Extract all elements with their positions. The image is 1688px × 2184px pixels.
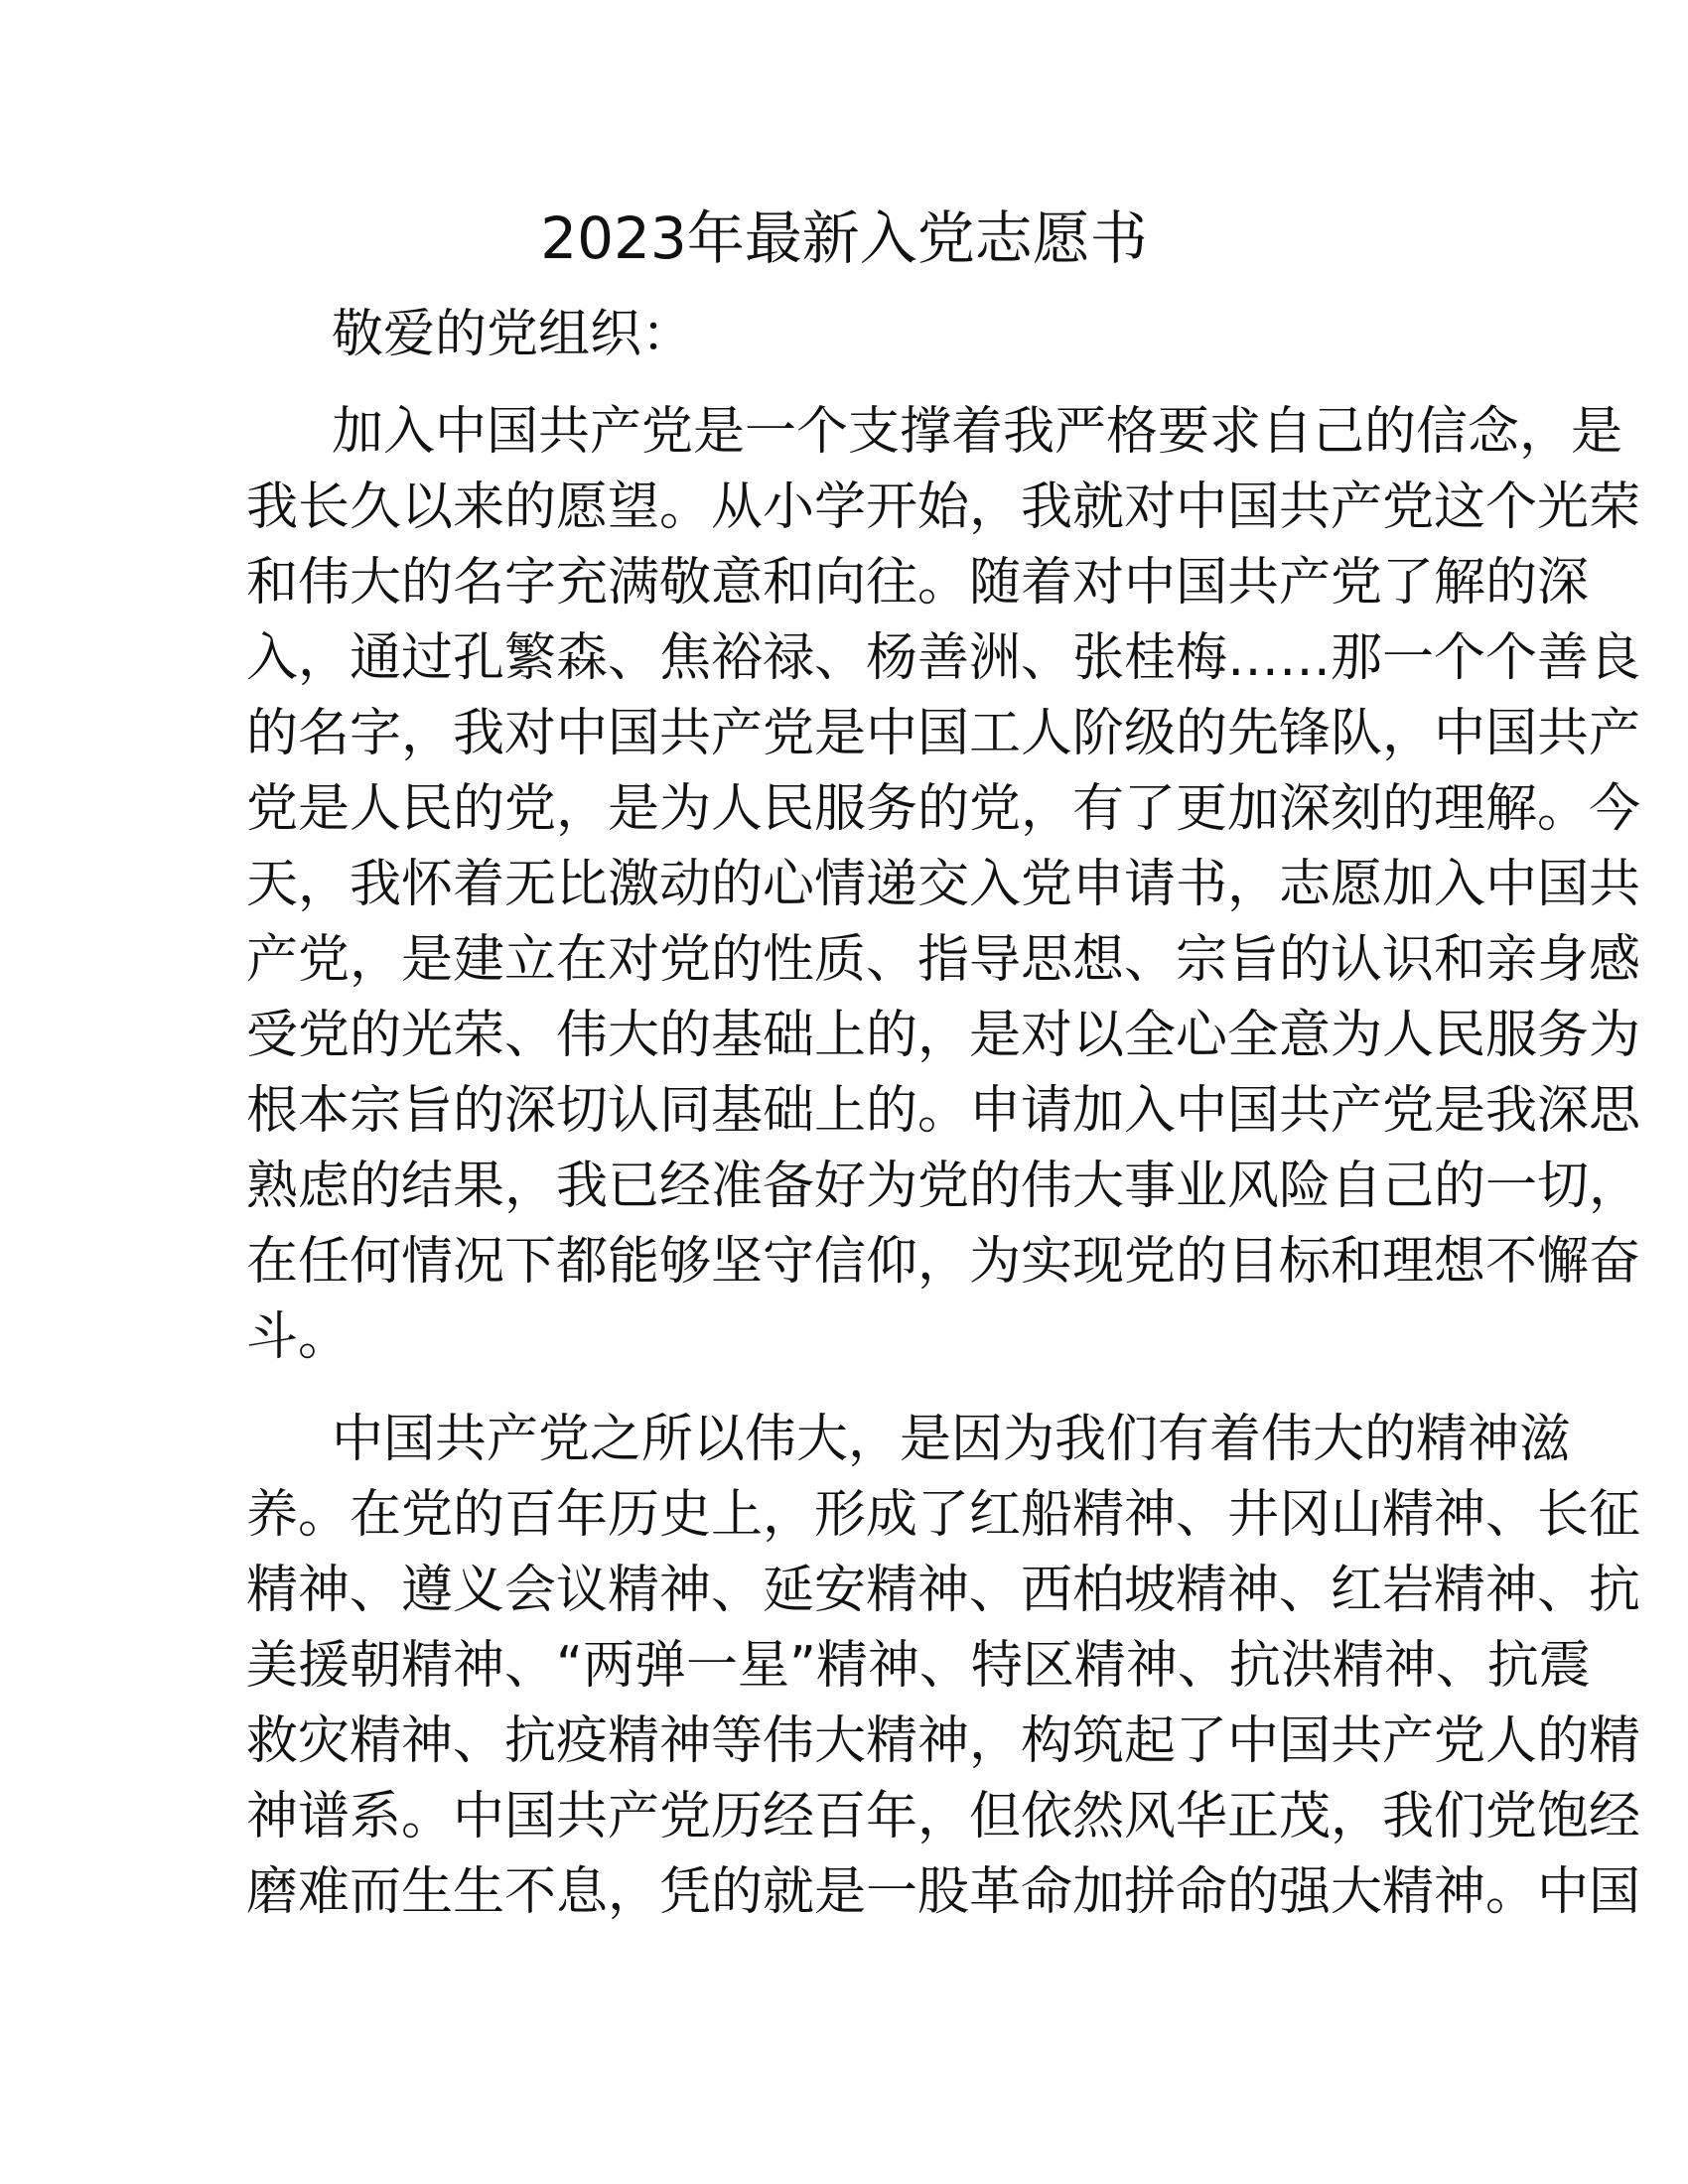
- paragraph-line: 加入中国共产党是一个支撑着我严格要求自己的信念，是: [332, 402, 1623, 462]
- paragraph-line: 产党，是建立在对党的性质、指导思想、宗旨的认识和亲身感: [246, 930, 1641, 990]
- paragraph-line: 熟虑的结果，我已经准备好为党的伟大事业风险自己的一切，: [246, 1157, 1641, 1216]
- paragraph-line: 党是人民的党，是为人民服务的党，有了更加深刻的理解。今: [246, 779, 1641, 839]
- paragraph-line: 精神、遵义会议精神、延安精神、西柏坡精神、红岩精神、抗: [246, 1561, 1641, 1620]
- paragraph-1: [246, 394, 1641, 1375]
- paragraph-line: 美援朝精神、“两弹一星”精神、特区精神、抗洪精神、抗震: [246, 1636, 1591, 1696]
- paragraph-2: [246, 1402, 1641, 1930]
- paragraph-line: 根本宗旨的深切认同基础上的。申请加入中国共产党是我深思: [246, 1081, 1641, 1141]
- paragraph-line: 在任何情况下都能够坚守信仰，为实现党的目标和理想不懈奋: [246, 1232, 1641, 1292]
- document-title: 2023年最新入党志愿书: [540, 205, 1148, 272]
- paragraph-line: 神谱系。中国共产党历经百年，但依然风华正茂，我们党饱经: [246, 1787, 1641, 1846]
- paragraph-line: 的名字，我对中国共产党是中国工人阶级的先锋队，中国共产: [246, 704, 1641, 763]
- paragraph-line: 天，我怀着无比激动的心情递交入党申请书，志愿加入中国共: [246, 855, 1641, 914]
- paragraph-line: 救灾精神、抗疫精神等伟大精神，构筑起了中国共产党人的精: [246, 1711, 1641, 1771]
- paragraph-line: 中国共产党之所以伟大，是因为我们有着伟大的精神滋: [332, 1410, 1572, 1469]
- paragraph-line: 磨难而生生不息，凭的就是一股革命加拼命的强大精神。中国: [246, 1862, 1641, 1922]
- paragraph-line: 受党的光荣、伟大的基础上的，是对以全心全意为人民服务为: [246, 1006, 1641, 1065]
- paragraph-line: 我长久以来的愿望。从小学开始，我就对中国共产党这个光荣: [246, 478, 1641, 537]
- paragraph-line: 和伟大的名字充满敬意和向往。随着对中国共产党了解的深: [246, 553, 1590, 613]
- paragraph-line: 入，通过孔繁森、焦裕禄、杨善洲、张桂梅……那一个个善良: [246, 628, 1641, 688]
- paragraph-line: 斗。: [246, 1307, 351, 1367]
- paragraph-line: 养。在党的百年历史上，形成了红船精神、井冈山精神、长征: [246, 1485, 1641, 1545]
- salutation: 敬爱的党组织：: [332, 305, 694, 364]
